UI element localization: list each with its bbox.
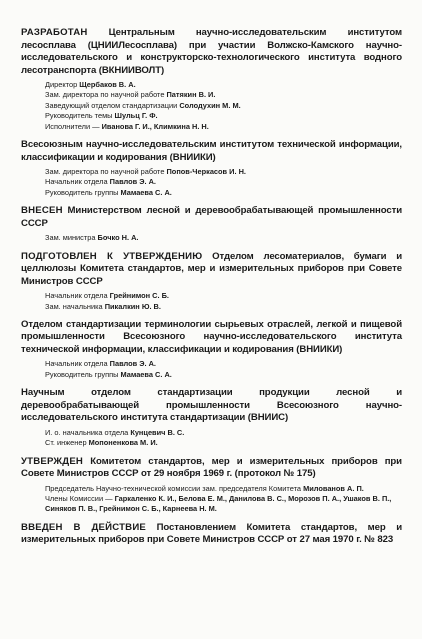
section-vniis	[21, 387, 402, 448]
section-vniiki	[21, 139, 402, 198]
person-role: Руководитель темы	[45, 111, 113, 121]
section-lead: ВНЕСЕН	[21, 205, 63, 217]
section-heading	[21, 205, 402, 230]
person-role: Исполнители —	[45, 121, 100, 131]
person-name: Пикалкин Ю. В.	[104, 301, 161, 311]
people-list	[45, 167, 402, 198]
section-text: Постановлением Комитета стандартов, мер и измерительных приборов при Совете Министров СССР от 27 мая 1970 г. № 823	[21, 521, 402, 546]
section-terminology	[21, 319, 402, 380]
section-text: Отделом стандартизации терминологии сырьевых отраслей, легкой и пищевой промышленности Всесоюзного научно-исследовательского института технической информации, классификации и кодирования (ВНИИКИ)	[21, 318, 402, 355]
section-heading	[21, 319, 402, 357]
person-name: Мамаева С. А.	[120, 369, 172, 379]
people-list	[45, 233, 402, 243]
person-role: И. о. начальника отдела	[45, 427, 129, 437]
section-text: Отделом лесоматериалов, бумаги и целлюлозы Комитета стандартов, мер и измерительных приборов при Совете Министров СССР	[21, 250, 402, 287]
person-name: Грейнимон С. Б.	[109, 291, 169, 301]
person-name: Милованов А. П.	[303, 483, 364, 493]
person-role: Ст. инженер	[45, 438, 87, 448]
person-name: Мамаева С. А.	[120, 187, 172, 197]
person-role: Директор	[45, 80, 78, 89]
section-lead: УТВЕРЖДЕН	[21, 455, 84, 467]
person-row	[45, 101, 402, 111]
person-name: Щербаков В. А.	[79, 80, 136, 89]
person-name: Иванова Г. И., Климкина Н. Н.	[101, 121, 209, 131]
person-role: Зам. министра	[45, 233, 96, 243]
person-role: Зам. начальника	[45, 301, 103, 311]
person-name: Шульц Г. Ф.	[114, 111, 158, 121]
section-text: Министерством лесной и деревообрабатывающей промышленности СССР	[21, 205, 402, 229]
section-submitted	[21, 205, 402, 243]
person-row	[45, 122, 402, 132]
section-prepared	[21, 251, 402, 312]
person-role: Члены Комиссии —	[45, 494, 113, 503]
people-list	[45, 484, 402, 515]
person-name: Патякин В. И.	[166, 90, 216, 100]
person-row	[45, 167, 402, 177]
section-enacted	[21, 522, 402, 547]
person-name: Кунцевич В. С.	[130, 427, 185, 437]
section-heading	[21, 522, 402, 547]
person-role: Зам. директора по научной работе	[45, 90, 165, 100]
section-text: Всесоюзным научно-исследовательским институтом технической информации, классификации и кодирования (ВНИИКИ)	[21, 139, 402, 163]
person-name: Мопоненкова М. И.	[88, 438, 158, 448]
section-lead: ВВЕДЕН В ДЕЙСТВИЕ	[21, 521, 147, 533]
person-row	[45, 302, 402, 312]
section-text: Центральным научно-исследовательским институтом лесосплава (ЦНИИЛесосплава) при участии Волжско-Камского научно-исследовательского и конструкторско-технологического института водного лесотранспорта (ВКНИИВОЛТ)	[21, 27, 402, 76]
section-developed	[21, 27, 402, 132]
person-role: Заведующий отделом стандартизации	[45, 100, 178, 110]
person-row	[45, 438, 402, 448]
person-role: Начальник отдела	[45, 177, 108, 187]
person-row	[45, 111, 402, 121]
person-role: Начальник отдела	[45, 359, 108, 369]
person-role: Зам. директора по научной работе	[45, 167, 165, 177]
section-text: Комитетом стандартов, мер и измерительных приборов при Совете Министров СССР от 29 ноября 1969 г. (протокол № 175)	[21, 455, 402, 480]
person-name: Павлов Э. А.	[109, 177, 156, 187]
person-role: Начальник отдела	[45, 291, 108, 301]
person-row	[45, 484, 402, 494]
section-heading	[21, 139, 402, 164]
section-heading	[21, 27, 402, 77]
person-row	[45, 188, 402, 198]
person-row	[45, 494, 402, 515]
person-row	[45, 177, 402, 187]
person-row	[45, 233, 402, 243]
people-list	[45, 428, 402, 449]
person-role: Руководитель группы	[45, 369, 119, 379]
section-text: Научным отделом стандартизации продукции лесной и деревообрабатывающей промышленности Всесоюзного научно-исследовательского института стандартизации (ВНИИС)	[21, 387, 402, 424]
section-lead: ПОДГОТОВЛЕН К УТВЕРЖДЕНИЮ	[21, 250, 203, 262]
people-list	[45, 291, 402, 312]
person-role: Председатель Научно-технической комиссии зам. председателя Комитета	[45, 483, 301, 493]
person-name: Солодухин М. М.	[179, 100, 241, 110]
person-row	[45, 428, 402, 438]
person-row	[45, 370, 402, 380]
section-heading	[21, 456, 402, 481]
person-row	[45, 90, 402, 100]
person-row	[45, 291, 402, 301]
person-role: Руководитель группы	[45, 187, 119, 197]
person-name: Бочко Н. А.	[97, 233, 139, 243]
people-list	[45, 359, 402, 380]
person-name: Гаркаленко К. И., Белова Е. М., Данилова В. С., Морозов П. А., Ушаков В. П., Синяков П. В., Грейнимон С. Б., Карнеева Н. М.	[45, 494, 392, 514]
section-approved	[21, 456, 402, 515]
section-lead: РАЗРАБОТАН	[21, 27, 88, 38]
section-heading	[21, 387, 402, 425]
person-name: Павлов Э. А.	[109, 359, 156, 369]
people-list	[45, 80, 402, 132]
person-row	[45, 80, 402, 90]
person-name: Попов-Черкасов И. Н.	[166, 167, 246, 177]
section-heading	[21, 251, 402, 289]
person-row	[45, 359, 402, 369]
